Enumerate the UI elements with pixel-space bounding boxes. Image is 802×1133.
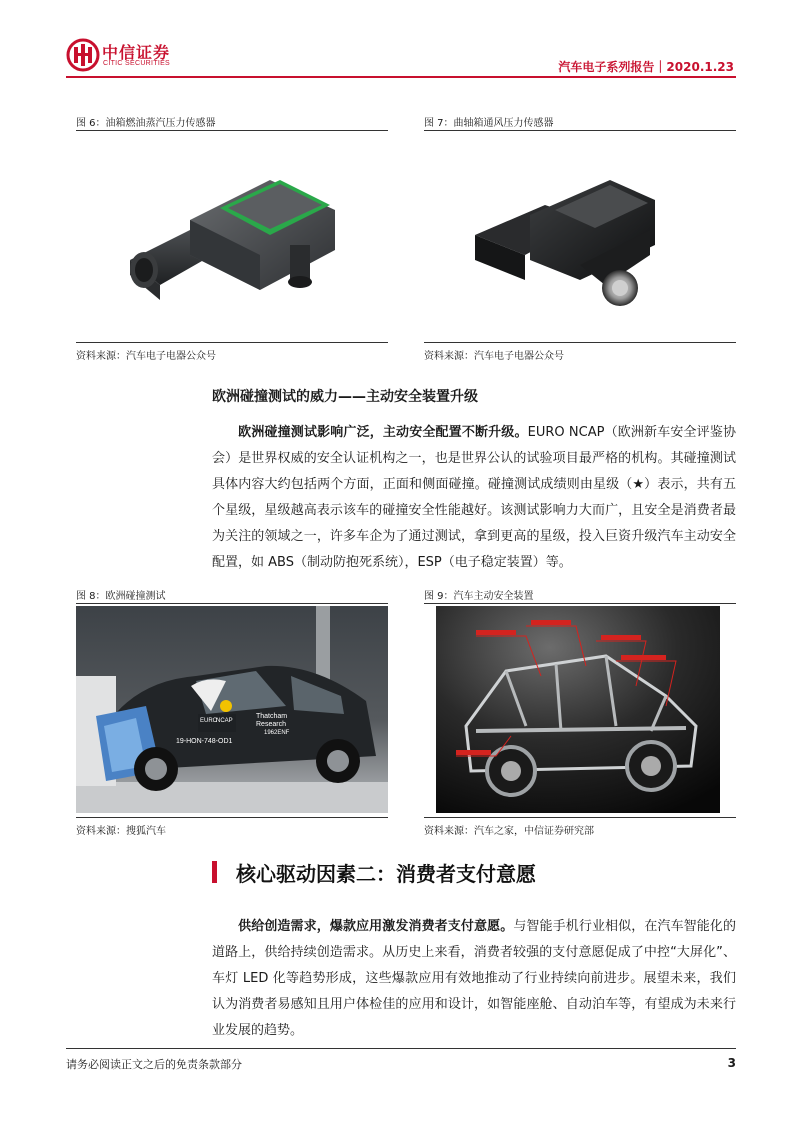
citic-logo [66,38,178,74]
figure-6-caption: 图 6：油箱燃油蒸汽压力传感器 [76,118,216,129]
section-2-paragraph [212,914,736,1044]
logo-chinese-text: 中信证券 [102,43,171,62]
section-1-paragraph [212,420,736,576]
figure-9-caption: 图 9：汽车主动安全装置 [424,591,534,602]
heading-accent-bar [212,861,217,883]
figure-9-source: 资料来源：汽车之家，中信证券研究部 [424,826,594,837]
section-subheading: 欧洲碰撞测试的威力——主动安全装置升级 [212,389,478,405]
section-2-title: 核心驱动因素二：消费者支付意愿 [236,862,536,886]
euro-ncap-crash-test-image [76,606,388,813]
thatcham-label: Thatcham [256,713,288,720]
figure-9-top-rule [424,603,736,604]
figure-8-top-rule [76,603,388,604]
header-divider [66,76,736,78]
figure-6-source: 资料来源：汽车电子电器公众号 [76,351,216,362]
active-safety-devices-image [436,606,720,813]
page-header [0,0,802,82]
figure-7-top-rule [424,130,736,131]
figure-8-caption: 图 8：欧洲碰撞测试 [76,591,166,602]
figure-8-source: 资料来源：搜狐汽车 [76,826,166,837]
figure-9-bottom-rule [424,817,736,818]
ncap-label: NCAP [216,718,233,724]
footer-disclaimer: 请务必阅读正文之后的免责条款部分 [66,1058,242,1071]
fuel-vapor-pressure-sensor-image [120,150,350,315]
figure-6-bottom-rule [76,342,388,343]
crankcase-ventilation-sensor-image [470,170,670,310]
citic-logo-icon [66,38,100,72]
figure-8-bottom-rule [76,817,388,818]
research-label: Research [256,721,286,728]
logo-english-text: CITIC SECURITIES [103,60,171,67]
figure-7-bottom-rule [424,342,736,343]
report-title: 汽车电子系列报告｜2020.1.23 [558,60,734,74]
figure-7-source: 资料来源：汽车电子电器公众号 [424,351,564,362]
page-number: 3 [727,1056,736,1070]
vehicle-code-label: 1962ENF [264,730,290,736]
section-2-lead: 供给创造需求，爆款应用激发消费者支付意愿。 [238,919,514,934]
euro-label: EURO [200,718,218,724]
section-1-lead: 欧洲碰撞测试影响广泛，主动安全配置不断升级。 [238,425,528,440]
footer-divider [66,1048,736,1049]
vehicle-id-label: 19-HON-748-OD1 [176,738,233,745]
figure-7-caption: 图 7：曲轴箱通风压力传感器 [424,118,554,129]
figure-6-top-rule [76,130,388,131]
section-1-body: EURO NCAP（欧洲新车安全评鉴协会）是世界权威的安全认证机构之一，也是世界公认的试验项目最严格的机构。其碰撞测试具体内容大约包括两个方面，正面和侧面碰撞。碰撞测试成绩则由星级（★）表示，共有五个星级，星级越高表示该车的碰撞安全性能越好。该测试影响力大而广，且安全是消费者最为关注的领域之一，许多车企为了通过测试，拿到更高的星级，投入巨资升级汽车主动安全配置，如 ABS（制动防抱死系统），ESP（电子稳定装置）等。 [212,425,736,570]
section-2-body: 与智能手机行业相似，在汽车智能化的道路上，供给持续创造需求。从历史上来看，消费者较强的支付意愿促成了中控“大屏化”、车灯 LED 化等趋势形成，这些爆款应用有效地推动了行业持续向前进步。展望未来，我们认为消费者易感知且用户体检佳的应用和设计，如智能座舱、自动泊车等，有望成为未来行业发展的趋势。 [212,919,736,1038]
